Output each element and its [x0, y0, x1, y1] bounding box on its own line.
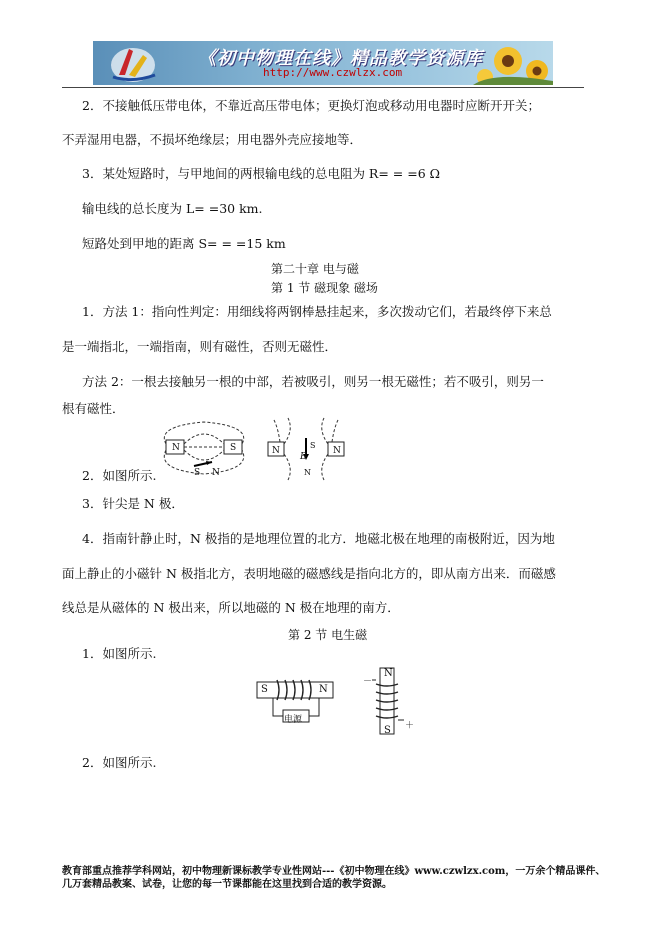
banner-url[interactable]: http://www.czwlzx.com [263, 66, 403, 79]
p2-line2: 不弄湿用电器，不损坏绝缘层；用电器外壳应接地等． [62, 132, 363, 147]
s1-p4-line1: 4．指南针静止时，N 极指的是地理位置的北方．地磁北极在地理的南极附近，因为地 [82, 531, 555, 546]
banner-title: 《初中物理在线》精品教学资源库 [198, 48, 483, 69]
sol-h-pole-s: S [261, 684, 268, 695]
sol-h-pole-n: N [319, 684, 328, 695]
p3-line1: 3．某处短路时，与甲地间的两根输电线的总电阻为 R= = =6 Ω [82, 166, 440, 181]
s1-p1-line1: 1．方法 1：指向性判定：用细线将两钢棒悬挂起来，多次拨动它们，若最终停下来总 [82, 304, 552, 319]
section1-title: 第 1 节 磁现象 磁场 [271, 281, 378, 295]
sol-v-plus: ＋ [405, 721, 415, 731]
header-rule [62, 87, 584, 88]
fig1-needle-s: S [194, 468, 201, 478]
s1-p4-line2: 面上静止的小磁针 N 极指北方，表明地磁的磁感线是指向北方的，即从南方出来．而磁感 [62, 566, 556, 581]
footer-line2: 几万套精品教案、试卷，让您的每一节课都能在这里找到合适的教学资源。 [62, 879, 392, 890]
s1-method2-line2: 根有磁性． [62, 401, 125, 416]
s2-p1: 1．如图所示. [82, 646, 157, 661]
sol-v-pole-s: S [384, 725, 391, 736]
s1-method2-line1: 方法 2：一根去接触另一根的中部，若被吸引，则另一根无磁性；若不吸引，则另一 [82, 374, 544, 389]
fig1-needle-n: N [212, 468, 220, 478]
fig2-field-b: B [300, 452, 307, 462]
sol-v-pole-n: N [384, 668, 393, 679]
p2-line1: 2．不接触低压带电体，不靠近高压带电体；更换灯泡或移动用电器时应断开开关； [82, 98, 540, 113]
header-banner [93, 41, 553, 85]
fig2-pole-left: N [272, 446, 280, 456]
s1-p2: 2．如图所示. [82, 468, 157, 483]
s2-p2: 2．如图所示. [82, 755, 157, 770]
s1-p3: 3．针尖是 N 极． [82, 496, 184, 511]
footer-line1: 教育部重点推荐学科网站，初中物理新课标教学专业性网站---《初中物理在线》www.czwlzx.com，一万余个精品课件、 [62, 866, 606, 877]
fig1-pole-s: S [230, 443, 237, 453]
fig2-pole-right: N [333, 446, 341, 456]
s1-p4-line3: 线总是从磁体的 N 极出来，所以地磁的 N 极在地理的南方． [62, 600, 400, 615]
fig2-needle-n: N [304, 468, 311, 477]
p3-line3: 短路处到甲地的距离 S= = =15 km [82, 236, 286, 251]
power-source-label: 电源 [284, 715, 303, 725]
sol-v-minus: － [363, 677, 373, 687]
s1-p1-line2: 是一端指北，一端指南，则有磁性，否则无磁性． [62, 339, 338, 354]
fig2-needle-s: S [310, 441, 316, 450]
fig1-pole-n: N [172, 443, 180, 453]
chapter-title: 第二十章 电与磁 [271, 262, 359, 276]
section2-title: 第 2 节 电生磁 [288, 628, 368, 642]
p3-line2: 输电线的总长度为 L= =30 km. [82, 201, 263, 216]
